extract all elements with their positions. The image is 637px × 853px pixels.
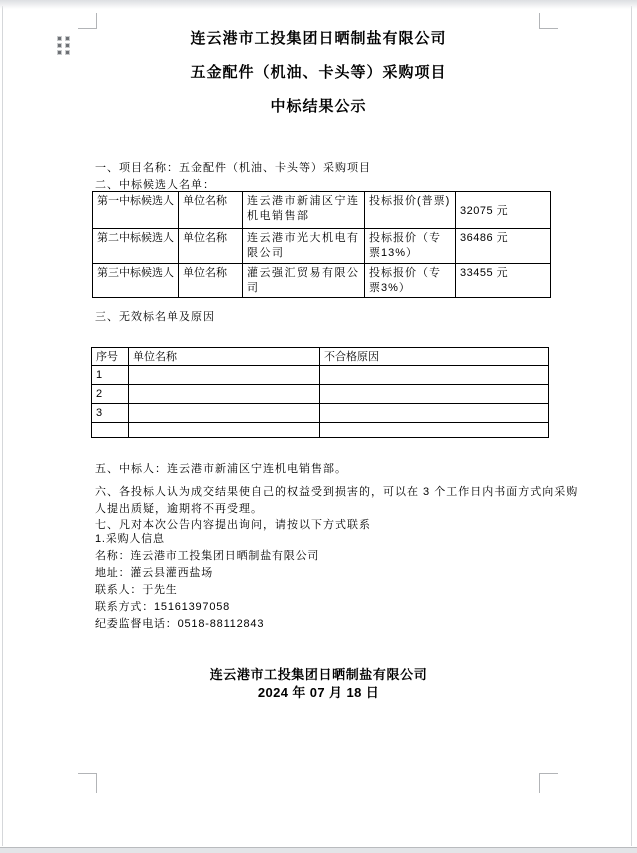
section-2-candidate-list-heading: 二、中标候选人名单： [95,179,215,191]
doc-title-project: 五金配件（机油、卡头等）采购项目 [190,64,447,81]
crop-mark-top-left-icon [78,13,97,29]
unit-label: 单位名称 [179,229,243,264]
purchaser-contact: 联系人：于先生 [95,584,178,596]
viewer-top-shadow [0,0,637,9]
crop-mark-bottom-left-icon [78,773,97,793]
footer-company-name: 连云港市工投集团日晒制盐有限公司 [209,667,428,682]
table-row [93,229,551,264]
purchaser-info-block [95,531,319,633]
table-row [92,366,549,385]
price-label: 投标报价（专票13%） [365,229,456,264]
footer-date: 2024 年 07 月 18 日 [257,685,380,700]
doc-title-result: 中标结果公示 [270,98,367,115]
section-7-contact-heading: 七、凡对本次公告内容提出询问，请按以下方式联系 [95,519,371,531]
row-unit [129,423,320,438]
section-5-winner: 五、中标人：连云港市新浦区宁连机电销售部。 [95,463,347,475]
candidate-company: 灌云强汇贸易有限公司 [243,264,365,298]
candidates-table [92,191,551,298]
purchaser-heading: 1.采购人信息 [95,533,165,545]
crop-mark-bottom-right-icon [539,773,558,793]
doc-title-company: 连云港市工投集团日晒制盐有限公司 [190,30,447,47]
drag-dot [66,51,69,54]
page-right-edge [631,6,632,846]
row-reason [320,404,549,423]
section-3-invalid-bids-heading: 三、无效标名单及原因 [95,311,215,323]
purchaser-address: 地址：灌云县灌西盐场 [95,567,213,579]
price-value: 32075 元 [456,192,551,229]
table-row [92,423,549,438]
purchaser-phone: 联系方式：15161397058 [95,601,231,613]
row-no: 2 [92,385,129,404]
price-label: 投标报价(普票) [365,192,456,229]
col-header-reason: 不合格原因 [320,348,549,366]
drag-dot [58,44,61,47]
table-row [92,385,549,404]
page-left-edge [2,6,3,846]
price-label: 投标报价（专票3%） [365,264,456,298]
section-6-objection-line1: 六、各投标人认为成交结果使自己的权益受到损害的，可以在 3 个工作日内书面方式向采购 [95,486,579,498]
row-reason [320,385,549,404]
drag-dot [58,51,61,54]
viewer-bottom-strip [0,847,637,853]
candidate-company: 连云港市光大机电有限公司 [243,229,365,264]
candidate-company: 连云港市新浦区宁连机电销售部 [243,192,365,229]
row-no [92,423,129,438]
row-unit [129,404,320,423]
section-6-objection-line2: 人提出质疑，逾期将不再受理。 [95,503,263,515]
col-header-no: 序号 [92,348,129,366]
row-unit [129,366,320,385]
table-row [92,404,549,423]
row-unit [129,385,320,404]
table-row [93,192,551,229]
candidate-rank: 第一中标候选人 [93,192,179,229]
table-row [93,264,551,298]
col-header-unit: 单位名称 [129,348,320,366]
purchaser-supervision-phone: 纪委监督电话：0518-88112843 [95,618,265,630]
unit-label: 单位名称 [179,264,243,298]
purchaser-name: 名称：连云港市工投集团日晒制盐有限公司 [95,550,320,562]
price-value: 33455 元 [456,264,551,298]
drag-handle-icon[interactable] [58,37,69,54]
row-reason [320,423,549,438]
drag-dot [66,37,69,40]
unit-label: 单位名称 [179,192,243,229]
drag-dot [58,37,61,40]
section-1-project-name: 一、项目名称：五金配件（机油、卡头等）采购项目 [95,162,371,174]
row-reason [320,366,549,385]
candidate-rank: 第三中标候选人 [93,264,179,298]
candidate-rank: 第二中标候选人 [93,229,179,264]
document-title-block [0,29,637,131]
price-value: 36486 元 [456,229,551,264]
table-header-row [92,348,549,366]
crop-mark-top-right-icon [539,13,558,29]
invalid-bids-table [91,347,549,438]
drag-dot [66,44,69,47]
row-no: 1 [92,366,129,385]
row-no: 3 [92,404,129,423]
